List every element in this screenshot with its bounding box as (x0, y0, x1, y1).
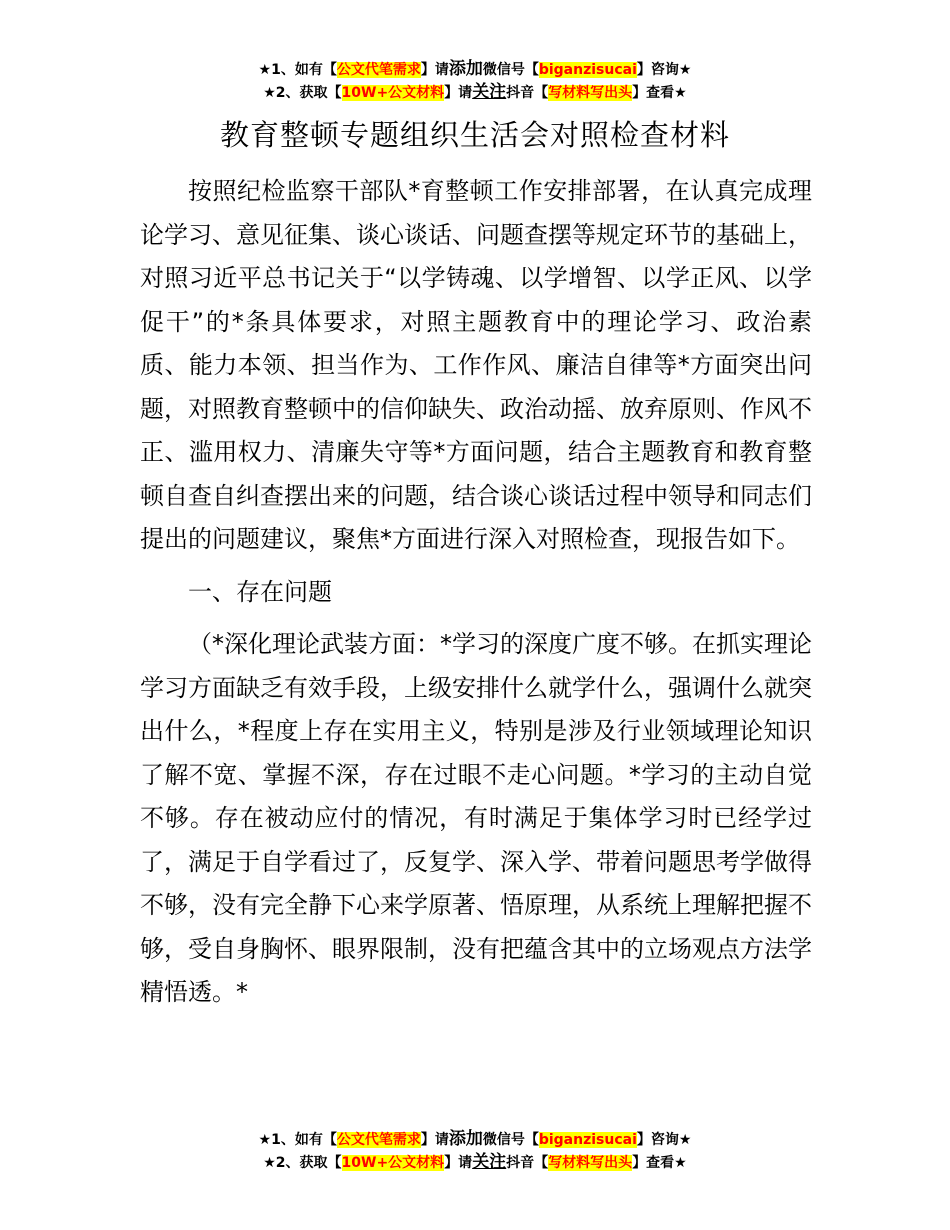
promo-highlight: 公文代笔需求 (336, 1132, 421, 1148)
promo-line-1 (0, 1128, 950, 1151)
promo-text: 】请 (420, 62, 449, 78)
promo-line-2 (0, 81, 950, 104)
promo-highlight-wechat: biganzisucai (538, 1132, 637, 1148)
section-heading: 一、存在问题 (188, 577, 332, 606)
paragraph-theory: （*深化理论武装方面：*学习的深度广度不够。在抓实理论学习方面缺乏有效手段，上级安排什么就学什么，强调什么就突出什么，*程度上存在实用主义，特别是涉及行业领域理论知识了解不宽、掌握不深，存在过眼不走心问题。*学习的主动自觉不够。存在被动应付的情况，有时满足于集体学习时已经学过了，满足于自学看过了，反复学、深入学、带着问题思考学做得不够，没有完全静下心来学原著、悟原理，从系统上理解把握不够，受自身胸怀、眼界限制，没有把蕴含其中的立场观点方法学精悟透。* (140, 630, 812, 1006)
promo-text: ★1、如有【 (258, 62, 337, 78)
promo-text: 抖音【 (506, 1155, 549, 1171)
promo-highlight: 10W+公文材料 (341, 85, 445, 101)
promo-text: 】查看★ (632, 1155, 687, 1171)
promo-text: 】查看★ (632, 85, 687, 101)
promo-emphasis: 关注 (472, 82, 507, 102)
promo-emphasis: 关注 (472, 1152, 507, 1172)
document-body (140, 170, 812, 1015)
paragraph-intro: 按照纪检监察干部队*育整顿工作安排部署，在认真完成理论学习、意见征集、谈心谈话、问题查摆等规定环节的基础上，对照习近平总书记关于“以学铸魂、以学增智、以学正风、以学促干”的*条具体要求，对照主题教育中的理论学习、政治素质、能力本领、担当作为、工作作风、廉洁自律等*方面突出问题，对照教育整顿中的信仰缺失、政治动摇、放弃原则、作风不正、滥用权力、清廉失守等*方面问题，结合主题教育和教育整顿自查自纠查摆出来的问题，结合谈心谈话过程中领导和同志们提出的问题建议，聚焦*方面进行深入对照检查，现报告如下。 (140, 177, 812, 553)
promo-text: 微信号【 (482, 62, 539, 78)
promo-text: ★2、获取【 (263, 85, 342, 101)
promo-highlight-douyin: 写材料写出头 (548, 85, 633, 101)
promo-line-1 (0, 58, 950, 81)
promo-text: 抖音【 (506, 85, 549, 101)
promo-highlight-douyin: 写材料写出头 (548, 1155, 633, 1171)
promo-banner-bottom (0, 1128, 950, 1174)
promo-highlight: 公文代笔需求 (336, 62, 421, 78)
promo-text: 】请 (420, 1132, 449, 1148)
promo-emphasis: 添加 (448, 59, 483, 79)
promo-highlight: 10W+公文材料 (341, 1155, 445, 1171)
document-title: 教育整顿专题组织生活会对照检查材料 (219, 118, 730, 152)
promo-banner-top (0, 58, 950, 104)
promo-highlight-wechat: biganzisucai (538, 62, 637, 78)
promo-text: 】请 (444, 85, 473, 101)
promo-emphasis: 添加 (448, 1129, 483, 1149)
promo-line-2 (0, 1151, 950, 1174)
promo-text: 】咨询★ (636, 62, 692, 78)
promo-text: ★1、如有【 (258, 1132, 337, 1148)
promo-text: 】请 (444, 1155, 473, 1171)
promo-text: 】咨询★ (636, 1132, 692, 1148)
promo-text: ★2、获取【 (263, 1155, 342, 1171)
promo-text: 微信号【 (482, 1132, 539, 1148)
